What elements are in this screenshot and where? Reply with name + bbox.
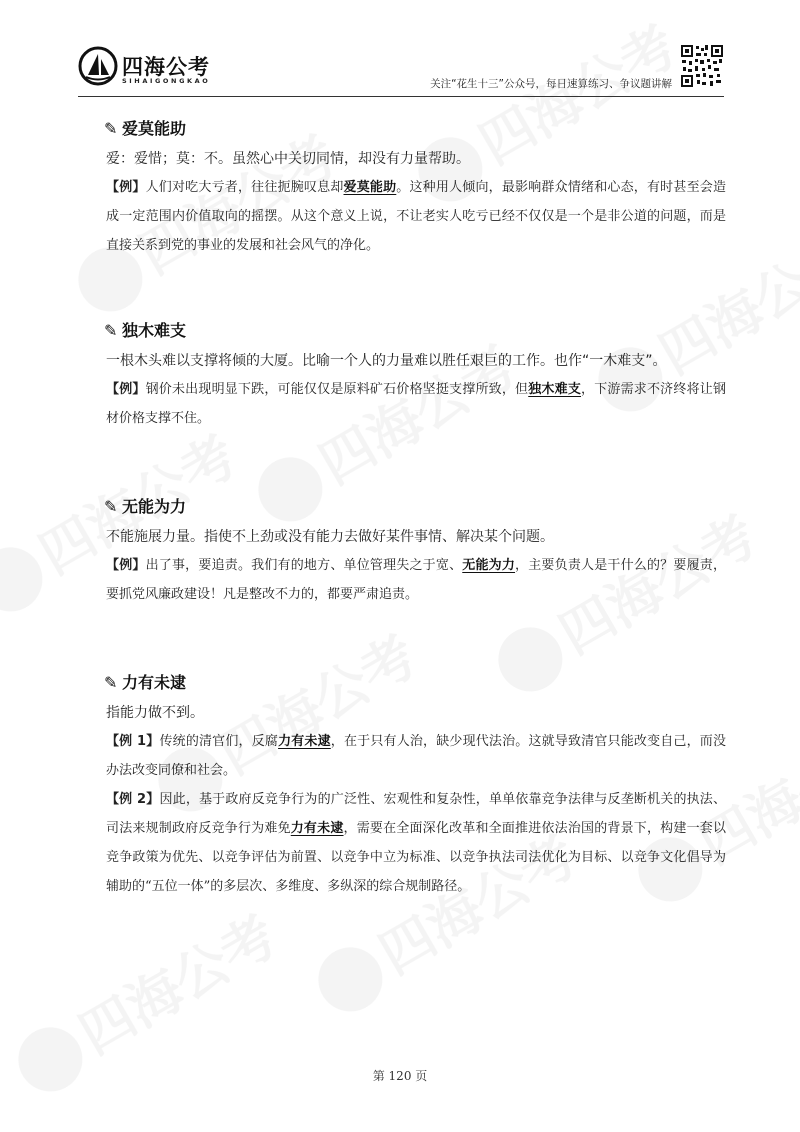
header-slogan: 关注“花生十三”公众号，每日速算练习、争议题讲解 <box>430 78 672 90</box>
logo-subtitle: SIHAIGONGKAO <box>122 77 211 85</box>
idiom-definition: 不能施展力量。指使不上劲或没有能力去做好某件事情、解决某个问题。 <box>106 529 554 545</box>
sailboat-logo-icon <box>78 46 118 86</box>
idiom-entry <box>106 494 726 609</box>
page-number: 第 120 页 <box>372 1069 428 1083</box>
idiom-title: ✎ 力有未逮 <box>104 670 726 696</box>
svg-text:四海公考 <box>69 904 288 1067</box>
pencil-icon: ✎ <box>104 119 118 138</box>
idiom-example: 【例】钢价未出现明显下跌，可能仅仅是原料矿石价格坚挺支撑所致，但独木难支，下游需求不济终将让钢材价格支撑不住。 <box>106 382 726 426</box>
idiom-example: 【例】人们对吃大亏者，往往扼腕叹息却爱莫能助。这种用人倾向，最影响群众情绪和心态，有时甚至会造成一定范围内价值取向的摇摆。从这个意义上说，不让老实人吃亏已经不仅仅是一个是非公道的问题，而是直接关系到党的事业的发展和社会风气的净化。 <box>106 180 726 253</box>
idiom-definition: 指能力做不到。 <box>106 705 204 721</box>
brand-logo[interactable] <box>78 46 228 90</box>
pencil-icon: ✎ <box>104 321 118 340</box>
idiom-entry <box>106 318 726 433</box>
idiom-title: ✎ 无能为力 <box>104 494 726 520</box>
idiom-example: 【例】出了事，要追责。我们有的地方、单位管理失之于宽、无能为力，主要负责人是干什么的？要履责，要抓党风廉政建设！凡是整改不力的，都要严肃追责。 <box>106 558 726 602</box>
pencil-icon: ✎ <box>104 497 118 516</box>
logo-title: 四海公考 <box>122 55 210 79</box>
idiom-example: 【例 2】因此，基于政府反竞争行为的广泛性、宏观性和复杂性，单单依靠竞争法律与反垄断机关的执法、司法来规制政府反竞争行为难免力有未逮，需要在全面深化改革和全面推进依法治国的背景下，构建一套以竞争政策为优先、以竞争评估为前置、以竞争中立为标准、以竞争执法司法优化为目标、以竞争文化倡导为辅助的“五位一体”的多层次、多维度、多纵深的综合规制路径。 <box>106 792 726 894</box>
idiom-title: ✎ 爱莫能助 <box>104 116 726 142</box>
qr-code-icon[interactable] <box>680 44 724 88</box>
idiom-entry <box>106 116 726 260</box>
idiom-definition: 一根木头难以支撑将倾的大厦。比喻一个人的力量难以胜任艰巨的工作。也作“一木难支”。 <box>106 353 667 369</box>
idiom-example: 【例 1】传统的清官们，反腐力有未逮，在于只有人治，缺少现代法治。这就导致清官只能改变自己，而没办法改变同僚和社会。 <box>106 734 726 778</box>
idiom-entry <box>106 670 726 901</box>
idiom-definition: 爱：爱惜；莫：不。虽然心中关切同情，却没有力量帮助。 <box>106 151 470 167</box>
page-header <box>78 44 724 97</box>
pencil-icon: ✎ <box>104 673 118 692</box>
idiom-title: ✎ 独木难支 <box>104 318 726 344</box>
